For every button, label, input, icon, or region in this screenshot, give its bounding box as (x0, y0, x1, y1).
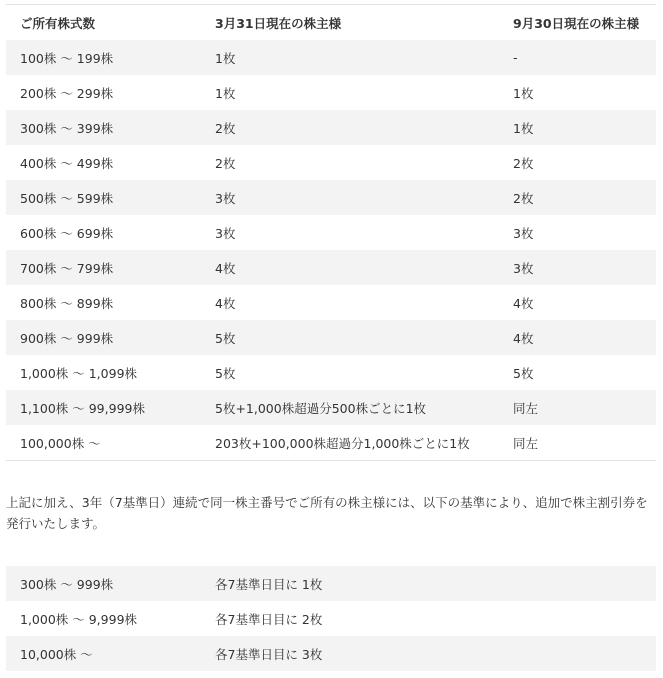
cell-additional-tickets: 各7基準日目に 3枚 (201, 636, 656, 671)
table-row (6, 145, 656, 180)
cell-shares-owned: 800株 ～ 899株 (20, 295, 114, 311)
table-header-row (6, 5, 656, 41)
table-row (6, 40, 656, 75)
cell-march-31: 1枚 (215, 85, 236, 101)
table-row (6, 110, 656, 145)
header-sept-30: 9月30日現在の株主様 (513, 15, 640, 31)
cell-shares-owned: 400株 ～ 499株 (20, 155, 114, 171)
table-row (6, 320, 656, 355)
table-row (6, 566, 656, 601)
shareholder-benefit-table (6, 4, 656, 461)
table-row (6, 75, 656, 110)
table-row (6, 355, 656, 390)
cell-sept-30: 4枚 (513, 295, 534, 311)
cell-shares-owned: 700株 ～ 799株 (6, 250, 201, 285)
cell-sept-30: 同左 (513, 435, 539, 451)
additional-benefit-table (6, 566, 656, 671)
cell-sept-30: 3枚 (499, 250, 656, 285)
additional-benefit-note: 上記に加え、3年（7基準日）連続で同一株主番号でご所有の株主様には、以下の基準により、追加で株主割引券を発行いたします。 (6, 495, 648, 531)
cell-sept-30: - (499, 40, 656, 75)
cell-march-31: 5枚+1,000株超過分500株ごとに1枚 (201, 390, 499, 425)
cell-march-31: 203枚+100,000株超過分1,000株ごとに1枚 (215, 435, 470, 451)
cell-shares-owned: 10,000株 ～ (6, 636, 201, 671)
cell-march-31: 2枚 (215, 155, 236, 171)
cell-march-31: 2枚 (201, 110, 499, 145)
cell-shares-owned: 100株 ～ 199株 (6, 40, 201, 75)
cell-march-31: 5枚 (201, 320, 499, 355)
table-row (6, 425, 656, 461)
cell-march-31: 5枚 (215, 365, 236, 381)
cell-shares-owned: 300株 ～ 399株 (6, 110, 201, 145)
cell-shares-owned: 900株 ～ 999株 (6, 320, 201, 355)
cell-shares-owned: 1,000株 ～ 9,999株 (20, 611, 138, 627)
cell-march-31: 1枚 (201, 40, 499, 75)
table-row (6, 215, 656, 250)
table-row (6, 285, 656, 320)
cell-shares-owned: 500株 ～ 599株 (6, 180, 201, 215)
cell-sept-30: 5枚 (513, 365, 534, 381)
cell-march-31: 4枚 (201, 250, 499, 285)
cell-shares-owned: 1,000株 ～ 1,099株 (20, 365, 138, 381)
table-row (6, 180, 656, 215)
cell-shares-owned: 200株 ～ 299株 (20, 85, 114, 101)
table-row (6, 601, 656, 636)
cell-sept-30: 1枚 (499, 110, 656, 145)
cell-shares-owned: 1,100株 ～ 99,999株 (6, 390, 201, 425)
cell-sept-30: 2枚 (499, 180, 656, 215)
cell-sept-30: 3枚 (513, 225, 534, 241)
cell-shares-owned: 600株 ～ 699株 (20, 225, 114, 241)
table-row (6, 250, 656, 285)
cell-march-31: 4枚 (215, 295, 236, 311)
header-shares-owned: ご所有株式数 (20, 15, 96, 31)
cell-sept-30: 2枚 (513, 155, 534, 171)
cell-sept-30: 同左 (499, 390, 656, 425)
cell-sept-30: 1枚 (513, 85, 534, 101)
table-row (6, 636, 656, 671)
cell-march-31: 3枚 (201, 180, 499, 215)
cell-additional-tickets: 各7基準日目に 2枚 (215, 611, 323, 627)
cell-sept-30: 4枚 (499, 320, 656, 355)
cell-shares-owned: 100,000株 ～ (20, 435, 101, 451)
cell-shares-owned: 300株 ～ 999株 (6, 566, 201, 601)
cell-march-31: 3枚 (215, 225, 236, 241)
cell-additional-tickets: 各7基準日目に 1枚 (201, 566, 656, 601)
header-march-31: 3月31日現在の株主様 (215, 15, 342, 31)
table-row (6, 390, 656, 425)
